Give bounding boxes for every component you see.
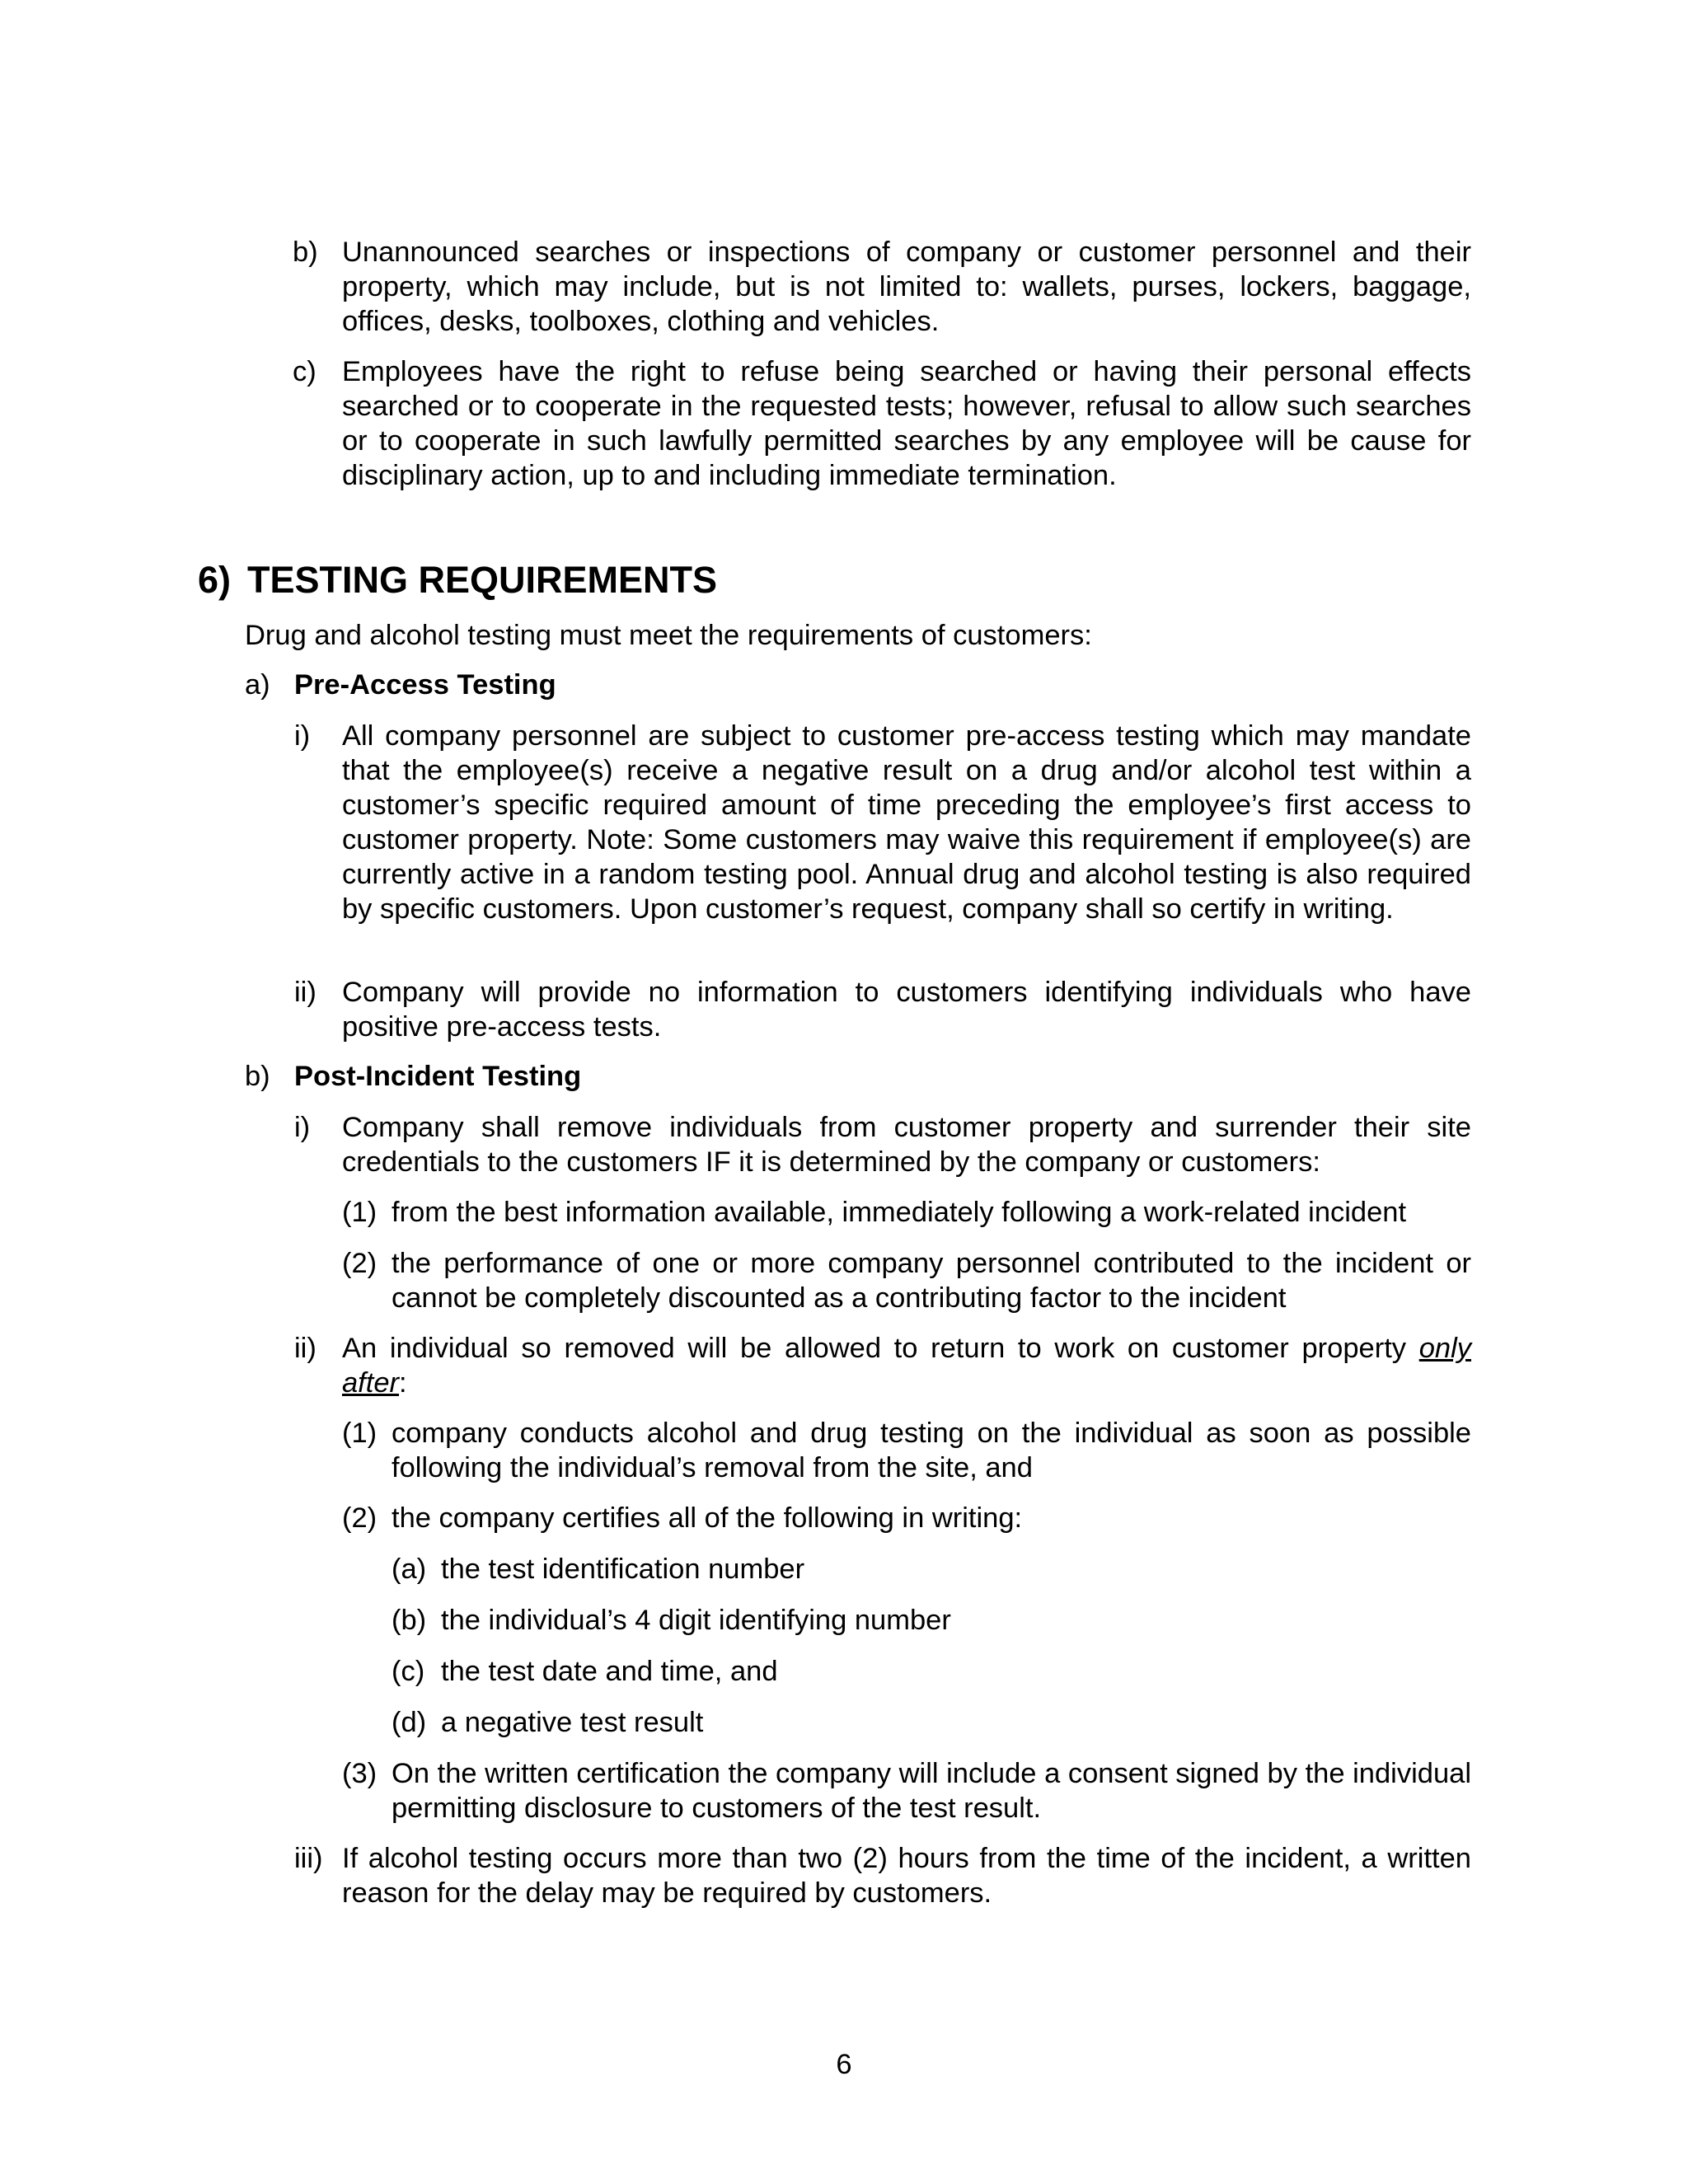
certify-item-a [392,1552,1471,1586]
pre-access-item-ii [294,975,1471,1044]
post-incident-i-sub-2-label: (2) [342,1248,377,1279]
section-title: TESTING REQUIREMENTS [247,559,718,601]
search-item-b-text: Unannounced searches or inspections of company or customer personnel and their property, which may include, but is not limited to: wallets, purses, lockers, baggage, offices, desks, toolboxes, clothing and vehicles. [342,237,1471,337]
certify-item-b-label: (b) [392,1605,427,1636]
post-incident-i-sub-1-label: (1) [342,1197,377,1228]
certify-item-c-text: the test date and time, and [441,1656,778,1687]
pre-access-item-i [294,719,1471,926]
pre-access-item-ii-text: Company will provide no information to customers identifying individuals who have positive pre-access tests. [342,977,1471,1043]
post-incident-ii-sub-2-text: the company certifies all of the following in writing: [392,1502,1023,1534]
post-incident-ii-sub-1-text: company conducts alcohol and drug testing on the individual as soon as possible following the individual’s removal from the site, and [392,1418,1471,1483]
post-incident-item-i-label: i) [294,1112,311,1143]
post-incident-item-i [294,1110,1471,1179]
post-incident-ii-sub-3 [342,1756,1471,1825]
search-item-c [293,354,1471,493]
search-item-b [293,235,1471,339]
certify-item-a-label: (a) [392,1554,427,1585]
post-incident-item-ii-text-before: An individual so removed will be allowed to return to work on customer property [342,1333,1419,1364]
post-incident-ii-sub-3-text: On the written certification the company will include a consent signed by the individual permitting disclosure to customers of the test result. [392,1758,1471,1824]
post-incident-item-iii [294,1841,1471,1910]
post-incident-item-i-text: Company shall remove individuals from customer property and surrender their site credentials to the customers IF it is determined by the company or customers: [342,1112,1471,1178]
post-incident-i-sub-1 [342,1195,1479,1230]
post-incident-ii-sub-2 [342,1501,1471,1535]
post-incident-i-sub-1-text: from the best information available, immediately following a work-related incident [392,1197,1407,1228]
post-incident-ii-sub-2-label: (2) [342,1502,377,1534]
section-intro: Drug and alcohol testing must meet the requirements of customers: [245,620,1092,651]
post-incident-heading [245,1059,1448,1094]
certify-item-b [392,1603,1471,1638]
post-incident-ii-sub-1 [342,1416,1471,1485]
certify-item-d [392,1705,1471,1740]
page-number: 6 [836,2049,852,2080]
certify-item-c [392,1654,1471,1689]
search-item-c-text: Employees have the right to refuse being searched or having their personal effects searched or to cooperate in the requested tests; however, refusal to allow such searches or to cooperate in such lawfully permitted searches by any employee will be cause for disciplinary action, up to and including immediate termination. [342,356,1471,491]
search-item-b-label: b) [293,237,318,268]
post-incident-i-sub-2-text: the performance of one or more company personnel contributed to the incident or cannot be completely discounted as a contributing factor to the incident [392,1248,1471,1314]
section-number: 6) [198,559,232,601]
certify-item-a-text: the test identification number [441,1554,805,1585]
pre-access-item-i-label: i) [294,720,311,752]
pre-access-label: a) [245,669,270,701]
post-incident-item-iii-text: If alcohol testing occurs more than two (2) hours from the time of the incident, a written reason for the delay may be required by customers. [342,1843,1471,1909]
search-item-c-label: c) [293,356,316,387]
certify-item-d-label: (d) [392,1707,427,1738]
pre-access-item-ii-label: ii) [294,977,316,1008]
post-incident-ii-sub-3-label: (3) [342,1758,377,1789]
section-heading [198,557,717,603]
post-incident-item-ii-emphasis: only after [342,1333,1471,1399]
post-incident-item-ii-label: ii) [294,1333,316,1364]
post-incident-item-ii-text-after: : [399,1367,407,1399]
pre-access-item-i-text: All company personnel are subject to customer pre-access testing which may mandate that the employee(s) receive a negative result on a drug and/or alcohol test within a customer’s specific required amount of time preceding the employee’s first access to customer property. Note: Some customers may waive this requirement if employee(s) are currently active in a random testing pool. Annual drug and alcohol testing is also required by specific customers. Upon customer’s request, company shall so certify in writing. [342,720,1471,925]
post-incident-item-iii-label: iii) [294,1843,323,1874]
post-incident-title: Post-Incident Testing [294,1061,582,1092]
certify-item-c-label: (c) [392,1656,425,1687]
certify-item-b-text: the individual’s 4 digit identifying number [441,1605,951,1636]
post-incident-item-ii [294,1331,1471,1400]
pre-access-heading [245,668,1448,702]
certify-item-d-text: a negative test result [441,1707,704,1738]
pre-access-title: Pre-Access Testing [294,669,556,701]
post-incident-ii-sub-1-label: (1) [342,1418,377,1449]
post-incident-i-sub-2 [342,1246,1471,1315]
post-incident-label: b) [245,1061,270,1092]
